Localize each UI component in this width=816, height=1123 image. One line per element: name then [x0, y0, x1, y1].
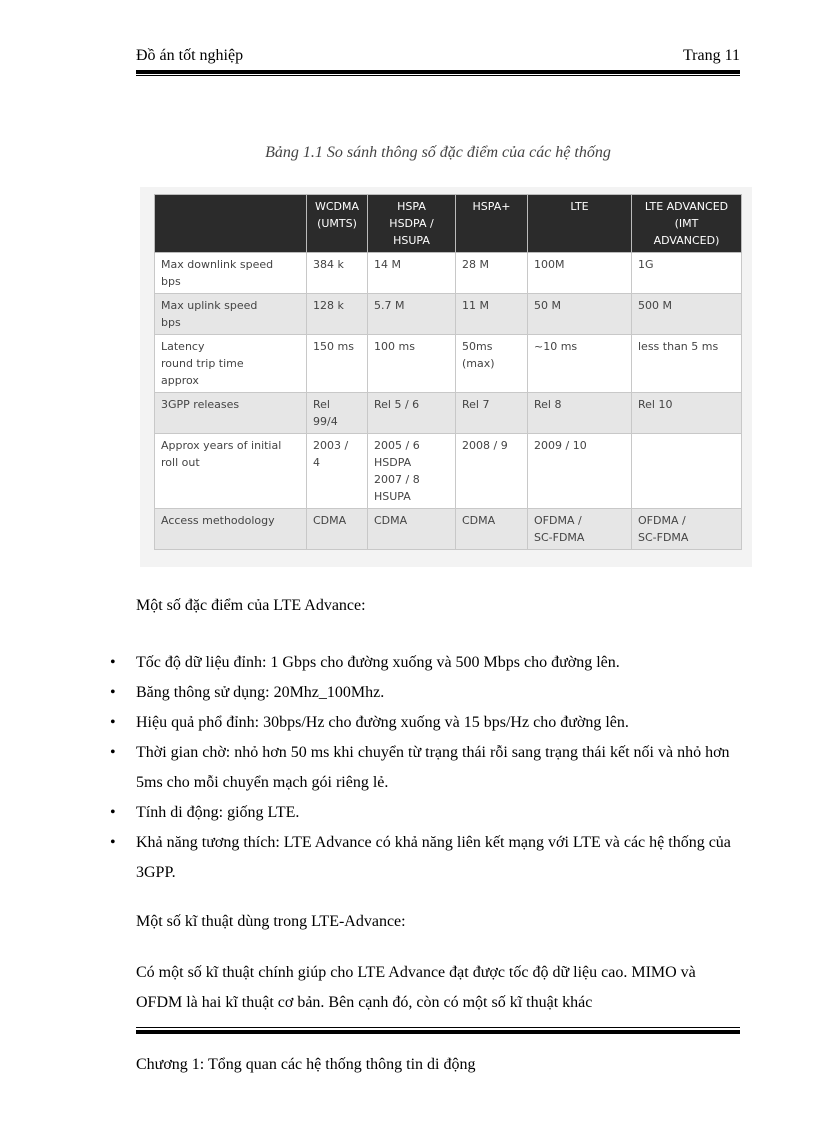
table-row	[155, 434, 742, 509]
table-row	[155, 294, 742, 335]
list-item-text: Băng thông sử dụng: 20Mhz_100Mhz.	[136, 684, 385, 701]
table-caption: Bảng 1.1 So sánh thông số đặc điểm của các hệ thống	[265, 144, 611, 161]
table-cell: 2003 / 4	[307, 434, 368, 509]
intro-text: Một số đặc điểm của LTE Advance:	[136, 597, 366, 614]
page-footer: Chương 1: Tổng quan các hệ thống thông tin di động	[136, 1056, 476, 1073]
techniques-heading: Một số kĩ thuật dùng trong LTE-Advance:	[136, 913, 406, 930]
table-cell: OFDMA / SC-FDMA	[632, 509, 742, 550]
list-item	[110, 708, 750, 738]
body-paragraph: Có một số kĩ thuật chính giúp cho LTE Advance đạt được tốc độ dữ liệu cao. MIMO và OFDM là hai kĩ thuật cơ bản. Bên cạnh đó, còn có một số kĩ thuật khác	[136, 964, 696, 1011]
bullet-icon: •	[110, 684, 116, 701]
table-cell: 50 M	[528, 294, 632, 335]
comparison-table	[154, 194, 742, 550]
table-header-cell: HSPA+	[456, 195, 528, 253]
table-row	[155, 393, 742, 434]
row-label-cell: 3GPP releases	[155, 393, 307, 434]
table-cell: less than 5 ms	[632, 335, 742, 393]
table-header-cell: HSPA HSDPA / HSUPA	[368, 195, 456, 253]
table-cell: ~10 ms	[528, 335, 632, 393]
table-cell: 11 M	[456, 294, 528, 335]
list-item	[110, 678, 750, 708]
table-cell: 384 k	[307, 253, 368, 294]
list-item-text: Thời gian chờ: nhỏ hơn 50 ms khi chuyển từ trạng thái rỗi sang trạng thái kết nối và nhỏ hơn 5ms cho mỗi chuyển mạch gói riêng lẻ.	[136, 744, 730, 791]
footer-rule	[136, 1030, 740, 1034]
table-cell: 100M	[528, 253, 632, 294]
table-cell: CDMA	[307, 509, 368, 550]
table-cell: 100 ms	[368, 335, 456, 393]
list-item-text: Khả năng tương thích: LTE Advance có khả năng liên kết mạng với LTE và các hệ thống của 3GPP.	[136, 834, 731, 881]
table-cell: 1G	[632, 253, 742, 294]
table-cell: 2008 / 9	[456, 434, 528, 509]
list-item	[110, 738, 750, 798]
bullet-icon: •	[110, 744, 116, 761]
table-header-cell	[155, 195, 307, 253]
table-cell: 14 M	[368, 253, 456, 294]
table-cell: Rel 8	[528, 393, 632, 434]
table-cell	[632, 434, 742, 509]
table-cell: 150 ms	[307, 335, 368, 393]
header-rule	[136, 70, 740, 74]
table-header-row	[155, 195, 742, 253]
table-header-cell: LTE	[528, 195, 632, 253]
table-cell: OFDMA / SC-FDMA	[528, 509, 632, 550]
table-row	[155, 509, 742, 550]
feature-list	[110, 648, 750, 888]
table-cell: 2009 / 10	[528, 434, 632, 509]
row-label-cell: Approx years of initial roll out	[155, 434, 307, 509]
table-cell: CDMA	[456, 509, 528, 550]
header-title: Đồ án tốt nghiệp	[136, 47, 244, 64]
list-item-text: Tính di động: giống LTE.	[136, 804, 300, 821]
list-item	[110, 798, 750, 828]
table-cell: CDMA	[368, 509, 456, 550]
table-cell: 50ms (max)	[456, 335, 528, 393]
table-cell: 500 M	[632, 294, 742, 335]
list-item-text: Tốc độ dữ liệu đỉnh: 1 Gbps cho đường xuống và 500 Mbps cho đường lên.	[136, 654, 620, 671]
table-header-cell: LTE ADVANCED (IMT ADVANCED)	[632, 195, 742, 253]
row-label-cell: Access methodology	[155, 509, 307, 550]
bullet-icon: •	[110, 654, 116, 671]
list-item-text: Hiệu quả phổ đỉnh: 30bps/Hz cho đường xuống và 15 bps/Hz cho đường lên.	[136, 714, 629, 731]
table-header-cell: WCDMA (UMTS)	[307, 195, 368, 253]
row-label-cell: Max uplink speed bps	[155, 294, 307, 335]
table-cell: Rel 10	[632, 393, 742, 434]
footer-rule-thin	[136, 1027, 740, 1028]
header-rule-thin	[136, 75, 740, 76]
list-item	[110, 648, 750, 678]
page-header	[136, 47, 740, 69]
table-cell: 128 k	[307, 294, 368, 335]
list-item	[110, 828, 750, 888]
table-cell: 28 M	[456, 253, 528, 294]
table-row	[155, 253, 742, 294]
table-cell: Rel 7	[456, 393, 528, 434]
table-cell: Rel 5 / 6	[368, 393, 456, 434]
table-image	[140, 187, 752, 567]
bullet-icon: •	[110, 714, 116, 731]
row-label-cell: Max downlink speed bps	[155, 253, 307, 294]
table-cell: 5.7 M	[368, 294, 456, 335]
page-number: Trang 11	[682, 47, 740, 64]
bullet-icon: •	[110, 804, 116, 821]
table-row	[155, 335, 742, 393]
bullet-icon: •	[110, 834, 116, 851]
table-cell: Rel 99/4	[307, 393, 368, 434]
table-cell: 2005 / 6 HSDPA 2007 / 8 HSUPA	[368, 434, 456, 509]
row-label-cell: Latency round trip time approx	[155, 335, 307, 393]
